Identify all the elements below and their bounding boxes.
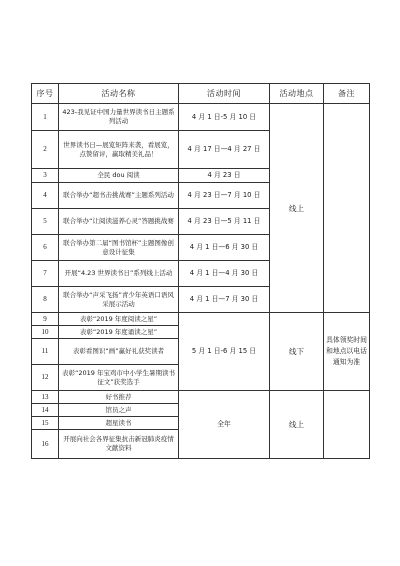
activity-name: 全民 dou 阅读 — [59, 169, 179, 183]
activity-name: 联合举办“让阅读滋养心灵”答题挑战赛 — [59, 209, 179, 235]
row-number: 14 — [32, 404, 59, 417]
activity-time: 4 月 1 日—7 月 30 日 — [179, 287, 270, 313]
activity-name: 好书推荐 — [59, 391, 179, 404]
row-number: 13 — [32, 391, 59, 404]
activity-table — [31, 83, 370, 459]
header-activity-time: 活动时间 — [179, 84, 270, 104]
row-number: 8 — [32, 287, 59, 313]
location-online-merged: 线上 — [270, 391, 324, 459]
note-empty-merged — [324, 104, 370, 313]
row-number: 2 — [32, 131, 59, 169]
row-number: 10 — [32, 326, 59, 339]
row-number: 1 — [32, 104, 59, 131]
row-number: 16 — [32, 430, 59, 459]
note-empty-merged — [324, 391, 370, 459]
location-offline-merged: 线下 — [270, 313, 324, 391]
activity-time: 4 月 1 日—4 月 30 日 — [179, 261, 270, 287]
activity-name: 超星读书 — [59, 417, 179, 430]
activity-schedule-document — [31, 83, 369, 459]
table-row — [32, 313, 370, 326]
row-number: 11 — [32, 339, 59, 365]
activity-name: 联合举办“声采飞扬”青少年英语口语风采展示活动 — [59, 287, 179, 313]
row-number: 12 — [32, 365, 59, 391]
header-note: 备注 — [324, 84, 370, 104]
activity-time: 4 月 1 日-5 月 10 日 — [179, 104, 270, 131]
row-number: 6 — [32, 235, 59, 261]
activity-name: 联合举办“超书击挑战赛”主题系列活动 — [59, 183, 179, 209]
header-serial-number: 序号 — [32, 84, 59, 104]
activity-name: 开展“4.23 世界读书日”系列线上活动 — [59, 261, 179, 287]
activity-name: 表彰“2019 年宝鸡市中小学生暑期读书征文”获奖选手 — [59, 365, 179, 391]
activity-name: 423-我见证中国力量世界读书日主题系列活动 — [59, 104, 179, 131]
activity-time: 4 月 1 日—6 月 30 日 — [179, 235, 270, 261]
activity-name: 表彰“2019 年度阅读之星” — [59, 313, 179, 326]
row-number: 5 — [32, 209, 59, 235]
table-row — [32, 104, 370, 131]
activity-time-merged: 全年 — [179, 391, 270, 459]
activity-time: 4 月 23 日—7 月 10 日 — [179, 183, 270, 209]
row-number: 7 — [32, 261, 59, 287]
activity-time: 4 月 17 日—4 月 27 日 — [179, 131, 270, 169]
header-activity-location: 活动地点 — [270, 84, 324, 104]
activity-name: 开展向社会各界征集抗击新冠肺炎疫情文献资料 — [59, 430, 179, 459]
activity-time: 4 月 23 日 — [179, 169, 270, 183]
table-header-row — [32, 84, 370, 104]
row-number: 15 — [32, 417, 59, 430]
row-number: 9 — [32, 313, 59, 326]
activity-name: 表彰“2019 年度诵读之星” — [59, 326, 179, 339]
activity-time-merged: 5 月 1 日-6 月 15 日 — [179, 313, 270, 391]
activity-time: 4 月 23 日—5 月 11 日 — [179, 209, 270, 235]
note-award-notice: 具体领奖时间和地点以电话通知为准 — [324, 313, 370, 391]
activity-name: 联合举办第二届“图书馆杯”主题图像创意设计征集 — [59, 235, 179, 261]
row-number: 4 — [32, 183, 59, 209]
activity-name: 馆员之声 — [59, 404, 179, 417]
activity-name: 表彰看图识“画”赢好礼获奖读者 — [59, 339, 179, 365]
table-row — [32, 391, 370, 404]
header-activity-name: 活动名称 — [59, 84, 179, 104]
activity-name: 世界读书日—展览矩阵来袭，看展览，点赞留评，赢取精美礼品！ — [59, 131, 179, 169]
location-online-merged: 线上 — [270, 104, 324, 313]
row-number: 3 — [32, 169, 59, 183]
